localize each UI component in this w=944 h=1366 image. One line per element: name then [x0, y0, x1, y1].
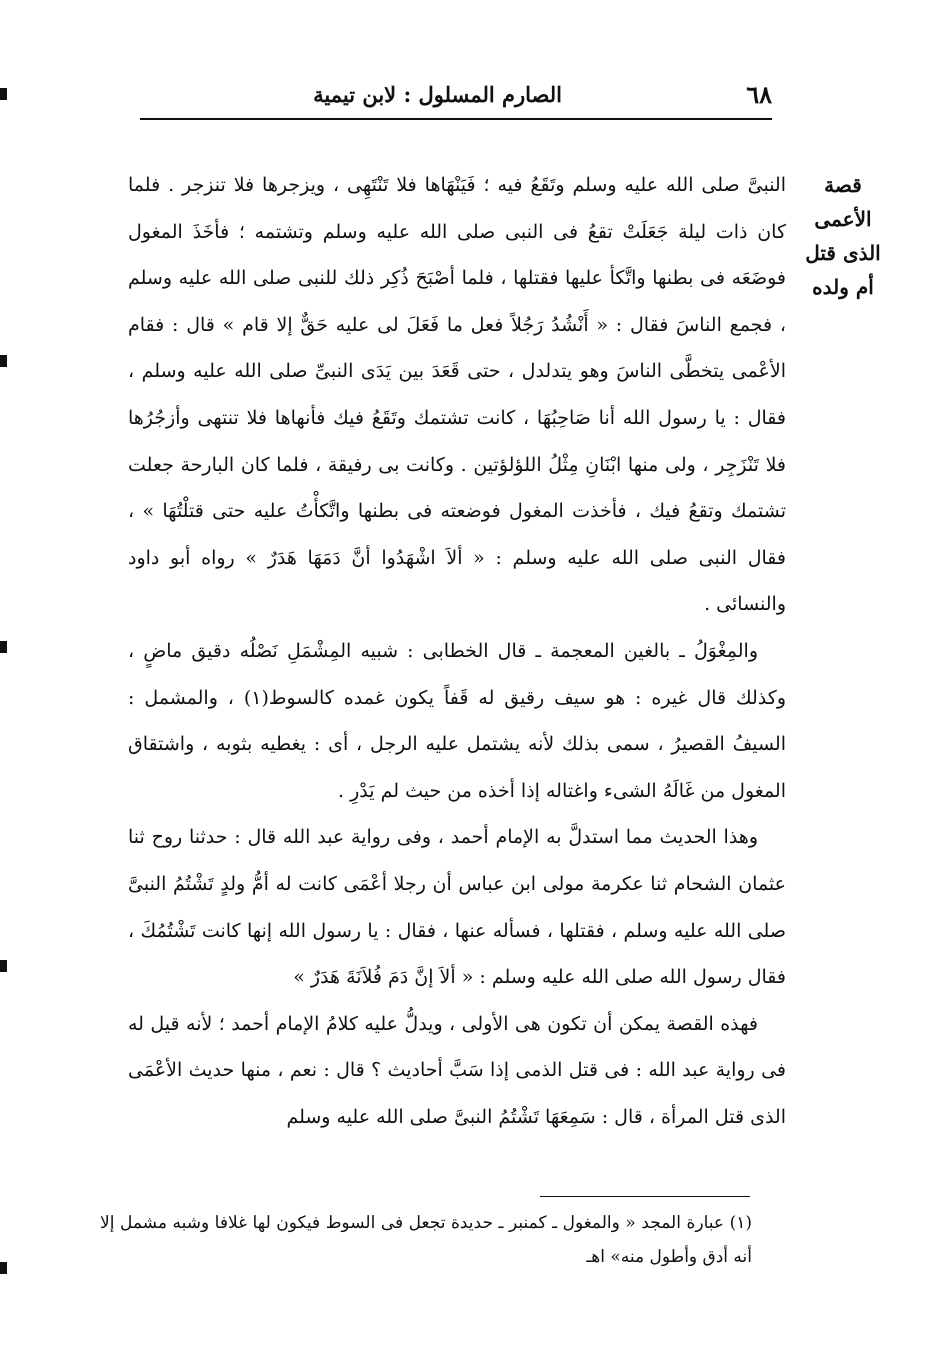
edge-mark [0, 88, 7, 100]
margin-note-line: الذى قتل [805, 241, 881, 265]
paragraph: وهذا الحديث مما استدلَّ به الإمام أحمد ، وفى رواية عبد الله قال : حدثنا روح ثنا عثمان الشحام ثنا عكرمة مولى ابن عباس أن رجلا أعْمَى كانت له أمُّ ولدٍ تَشْتُمُ النبىَّ صلى الله عليه وسلم ، فقتلها ، فسأله عنها ، فقال : يا رسول الله إنها كانت تَشْتُمُكَ ، فقال رسول الله صلى الله عليه وسلم : « ألاَ إنَّ دَمَ فُلاَنَةَ هَدَرٌ » [128, 826, 786, 989]
margin-note-line: أم ولده [812, 275, 874, 299]
footnote-rule [540, 1196, 750, 1197]
paragraph: فهذه القصة يمكن أن تكون هى الأولى ، ويدلُّ عليه كلامُ الإمام أحمد ؛ لأنه قيل له فى رواية عبد الله : فى قتل الذمى إذا سَبَّ أحاديث ؟ قال : نعم ، منها حديث الأعْمَى الذى قتل المرأة ، قال : سَمِعَهَا تَشْتُمُ النبىَّ صلى الله عليه وسلم [128, 1012, 786, 1128]
edge-mark [0, 1262, 7, 1274]
margin-note [798, 168, 888, 304]
page-number: ٦٨ [746, 80, 772, 109]
edge-mark [0, 355, 7, 367]
page-header [140, 80, 772, 114]
header-rule [140, 118, 772, 120]
edge-mark [0, 960, 7, 972]
footnote: (١) عبارة المجد « والمغول ـ كمنبر ـ حديدة تجعل فى السوط فيكون لها غلافا وشبه مشمل إلا أنه أدق وأطول منه» اهـ [100, 1213, 752, 1267]
running-title: الصارم المسلول : لابن تيمية [313, 82, 562, 107]
body-text [128, 162, 786, 1140]
edge-mark [0, 641, 7, 653]
paragraph: النبىَّ صلى الله عليه وسلم وتَقَعُ فيه ؛ فَيَنْهَاها فلا تَنْتَهِى ، ويزجرها فلا تنزجر . فلما كان ذات ليلة جَعَلَتْ تقعُ فى النبى صلى الله عليه وسلم وتشتمه ؛ فأخَذَ المغول فوضَعَه فى بطنها واتَّكأ عليها فقتلها ، فلما أصْبَحَ ذُكِر ذلك للنبى صلى الله عليه وسلم ، فجمع الناسَ فقال : « أَنْشُدُ رَجُلاً فعل ما فَعَلَ لى عليه حَقٌّ إلا قام » قال : فقام الأعْمى يتخطَّى الناسَ وهو يتدلدل ، حتى قَعَدَ بين يَدَى النبىِّ صلى الله عليه وسلم ، فقال : يا رسول الله أنا صَاحِبُهَا ، كانت تشتمك وتَقَعُ فيك فأنهاها فلا تنتهى وأزجُرُها فلا تَنْزَجِر ، ولى منها ابْنَانِ مِثْلُ اللؤلؤتين . وكانت بى رفيقة ، فلما كان البارحة جعلت تشتمك وتقعُ فيك ، فأخذت المغول فوضعته فى بطنها واتَّكأْتُ عليه حتى قتلْتُهَا » ، فقال النبى صلى الله عليه وسلم : « ألاَ اشْهَدُوا أنَّ دَمَهَا هَدَرٌ » رواه أبو داود والنسائى . [128, 174, 786, 616]
margin-note-line: قصة الأعمى [814, 173, 872, 231]
paragraph: والمِغْوَلُ ـ بالغين المعجمة ـ قال الخطابى : شبيه المِشْمَلِ نَصْلُه دقيق ماضٍ ، وكذلك قال غيره : هو سيف رقيق له قَفاً يكون غمده كالسوط(١) ، والمشمل : السيفُ القصيرُ ، سمى بذلك لأنه يشتمل عليه الرجل ، أى : يغطيه بثوبه ، واشتقاق المغول من غَالَهُ الشىء واغتاله إذا أخذه من حيث لم يَدْرِ . [128, 639, 786, 802]
